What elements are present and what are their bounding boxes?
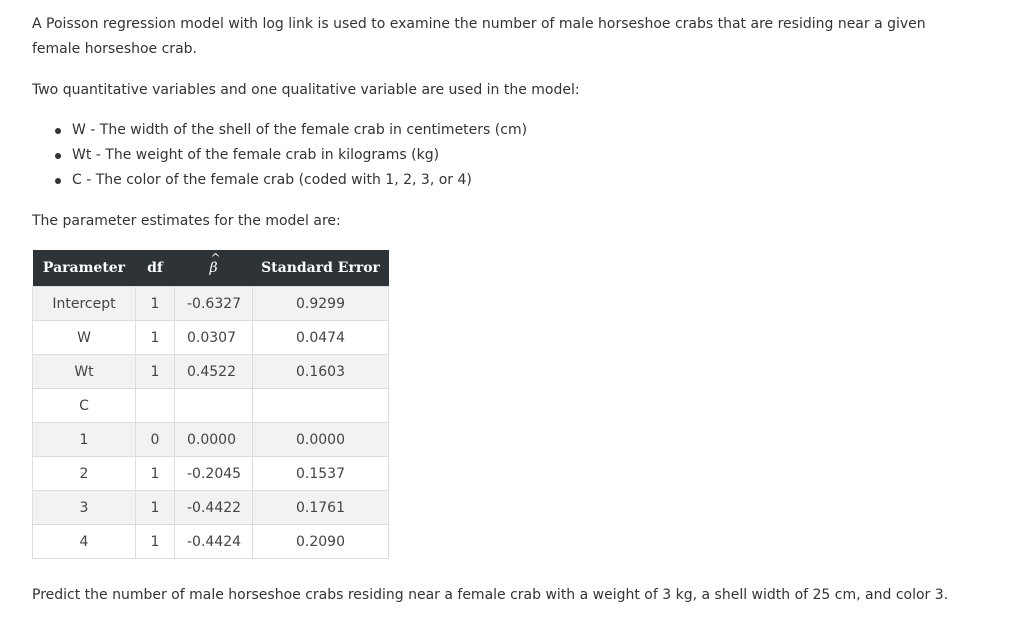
variable-item-weight: Wt - The weight of the female crab in kilograms (kg) (72, 143, 972, 168)
cell-df: 1 (136, 321, 175, 355)
cell-df: 1 (136, 525, 175, 559)
cell-standard-error: 0.2090 (253, 525, 389, 559)
variable-list (32, 118, 972, 193)
table-row (33, 457, 389, 491)
cell-standard-error: 0.0000 (253, 423, 389, 457)
table-row (33, 287, 389, 321)
cell-df: 1 (136, 355, 175, 389)
cell-estimate: 0.0000 (175, 423, 253, 457)
cell-parameter: Intercept (33, 287, 136, 321)
table-row (33, 423, 389, 457)
cell-estimate: -0.2045 (175, 457, 253, 491)
cell-standard-error (253, 389, 389, 423)
cell-parameter: W (33, 321, 136, 355)
header-df: df (136, 250, 175, 287)
cell-parameter: 3 (33, 491, 136, 525)
table-row (33, 355, 389, 389)
cell-estimate: -0.4424 (175, 525, 253, 559)
cell-standard-error: 0.9299 (253, 287, 389, 321)
cell-estimate: -0.4422 (175, 491, 253, 525)
cell-parameter: 4 (33, 525, 136, 559)
cell-standard-error: 0.1603 (253, 355, 389, 389)
table-row (33, 491, 389, 525)
cell-estimate (175, 389, 253, 423)
cell-df: 1 (136, 457, 175, 491)
beta-hat-symbol: ^ β (209, 260, 217, 276)
cell-parameter: C (33, 389, 136, 423)
cell-df (136, 389, 175, 423)
cell-standard-error: 0.0474 (253, 321, 389, 355)
cell-parameter: 2 (33, 457, 136, 491)
question-paragraph: Predict the number of male horseshoe crabs residing near a female crab with a weight of 3 kg, a shell width of 25 cm, and color 3. (32, 587, 949, 603)
table-row (33, 321, 389, 355)
variable-item-color: C - The color of the female crab (coded with 1, 2, 3, or 4) (72, 168, 972, 193)
cell-df: 1 (136, 491, 175, 525)
cell-estimate: 0.4522 (175, 355, 253, 389)
cell-estimate: -0.6327 (175, 287, 253, 321)
table-row (33, 389, 389, 423)
cell-standard-error: 0.1761 (253, 491, 389, 525)
problem-content (32, 10, 972, 608)
intro-paragraph: A Poisson regression model with log link is used to examine the number of male horseshoe crabs that are residing near a given female horseshoe crab. (32, 16, 926, 57)
cell-df: 1 (136, 287, 175, 321)
header-beta-hat (175, 250, 253, 287)
parameter-table (32, 250, 389, 559)
cell-estimate: 0.0307 (175, 321, 253, 355)
estimates-intro: The parameter estimates for the model are: (32, 213, 341, 229)
variables-intro: Two quantitative variables and one qualitative variable are used in the model: (32, 82, 580, 98)
header-parameter: Parameter (33, 250, 136, 287)
cell-parameter: 1 (33, 423, 136, 457)
header-standard-error: Standard Error (253, 250, 389, 287)
cell-parameter: Wt (33, 355, 136, 389)
cell-df: 0 (136, 423, 175, 457)
cell-standard-error: 0.1537 (253, 457, 389, 491)
table-row (33, 525, 389, 559)
variable-item-width: W - The width of the shell of the female crab in centimeters (cm) (72, 118, 972, 143)
table-header-row (33, 250, 389, 287)
